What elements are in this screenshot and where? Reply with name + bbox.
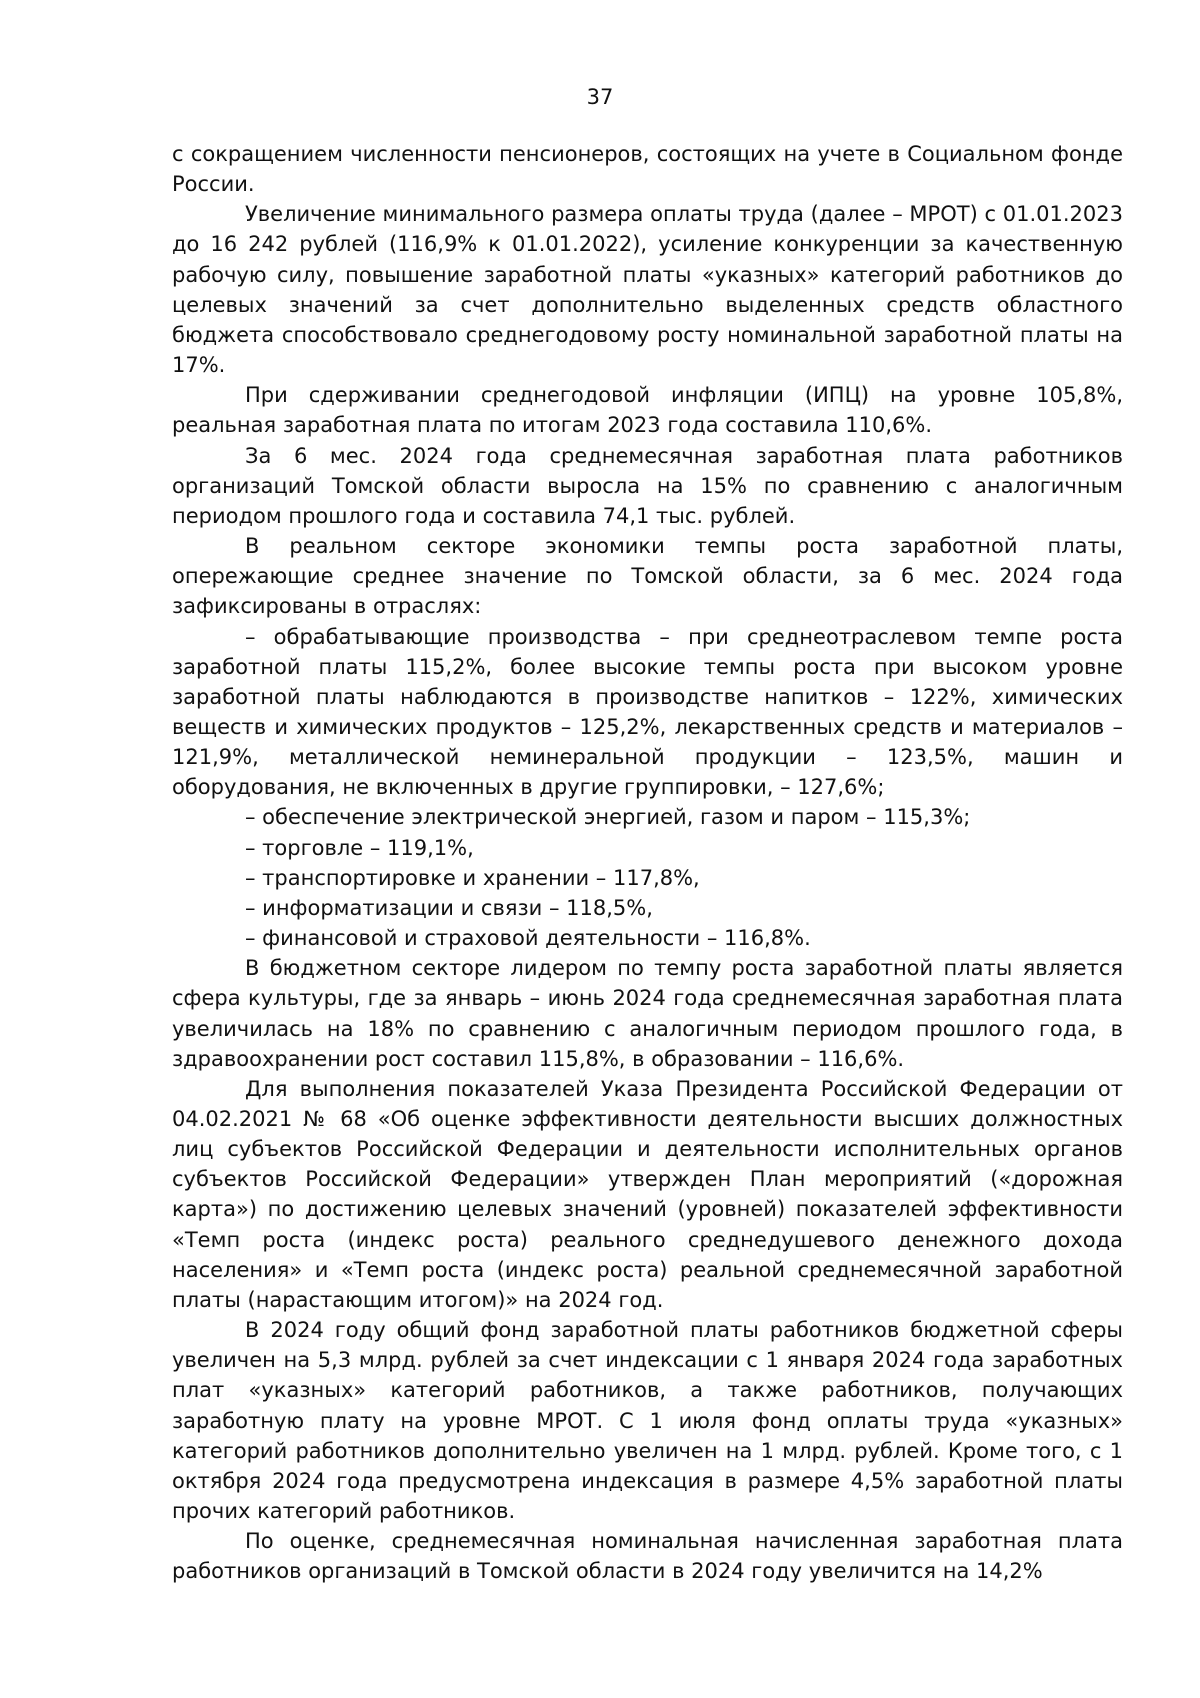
list-item-manufacturing: – обрабатывающие производства – при среднеотраслевом темпе роста заработной платы 115,2%, более высокие темпы роста при высоком уровне заработной платы наблюдаются в производстве напитков – 122%, химических веществ и химических продуктов – 125,2%, лекарственных средств и материалов – 121,9%, металлической неминеральной продукции – 123,5%, машин и оборудования, не включенных в другие группировки, – 127,6%;: [172, 624, 1123, 800]
paragraph-budget-sector: В бюджетном секторе лидером по темпу роста заработной платы является сфера культуры, где за январь – июнь 2024 года среднемесячная заработная плата увеличилась на 18% по сравнению с аналогичным периодом прошлого года, в здравоохранении рост составил 115,8%, в образовании – 116,6%.: [172, 956, 1123, 1071]
paragraph-six-months: За 6 мес. 2024 года среднемесячная заработная плата работников организаций Томской области выросла на 15% по сравнению с аналогичным периодом прошлого года и составила 74,1 тыс. рублей.: [172, 443, 1123, 528]
list-item-trade: – торговле – 119,1%,: [245, 835, 474, 860]
paragraph-continuation: с сокращением численности пенсионеров, состоящих на учете в Социальном фонде России.: [172, 142, 1123, 197]
list-item-it: – информатизации и связи – 118,5%,: [245, 895, 653, 920]
page-number: 37: [586, 85, 614, 109]
paragraph-wage-fund: В 2024 году общий фонд заработной платы работников бюджетной сферы увеличен на 5,3 млрд. рублей за счет индексации с 1 января 2024 года заработных плат «указных» категорий работников, а также работников, получающих заработную плату на уровне МРОТ. С 1 июля фонд оплаты труда «указных» категорий работников дополнительно увеличен на 1 млрд. рублей. Кроме того, с 1 октября 2024 года предусмотрена индексация в размере 4,5% заработной платы прочих категорий работников.: [172, 1318, 1123, 1524]
paragraph-mrot: Увеличение минимального размера оплаты труда (далее – МРОТ) с 01.01.2023 до 16 242 рублей (116,9% к 01.01.2022), усиление конкуренции за качественную рабочую силу, повышение заработной платы «указных» категорий работников до целевых значений за счет дополнительно выделенных средств областного бюджета способствовало среднегодовому росту номинальной заработной платы на 17%.: [172, 202, 1123, 378]
paragraph-real-sector: В реальном секторе экономики темпы роста заработной платы, опережающие среднее значение по Томской области, за 6 мес. 2024 года зафиксированы в отраслях:: [172, 534, 1123, 619]
list-item-transport: – транспортировке и хранении – 117,8%,: [245, 865, 700, 890]
paragraph-decree: Для выполнения показателей Указа Президента Российской Федерации от 04.02.2021 № 68 «Об оценке эффективности деятельности высших должностных лиц субъектов Российской Федерации и деятельности исполнительных органов субъектов Российской Федерации» утвержден План мероприятий («дорожная карта») по достижению целевых значений (уровней) показателей эффективности «Темп роста (индекс роста) реального среднедушевого денежного дохода населения» и «Темп роста (индекс роста) реальной среднемесячной заработной платы (нарастающим итогом)» на 2024 год.: [172, 1076, 1123, 1312]
paragraph-estimate: По оценке, среднемесячная номинальная начисленная заработная плата работников организаций в Томской области в 2024 году увеличится на 14,2%: [172, 1529, 1123, 1584]
paragraph-inflation: При сдерживании среднегодовой инфляции (ИПЦ) на уровне 105,8%, реальная заработная плата по итогам 2023 года составила 110,6%.: [172, 383, 1123, 438]
list-item-finance: – финансовой и страховой деятельности – 116,8%.: [245, 926, 811, 951]
list-item-energy: – обеспечение электрической энергией, газом и паром – 115,3%;: [245, 805, 971, 830]
document-body: [172, 139, 1123, 1587]
